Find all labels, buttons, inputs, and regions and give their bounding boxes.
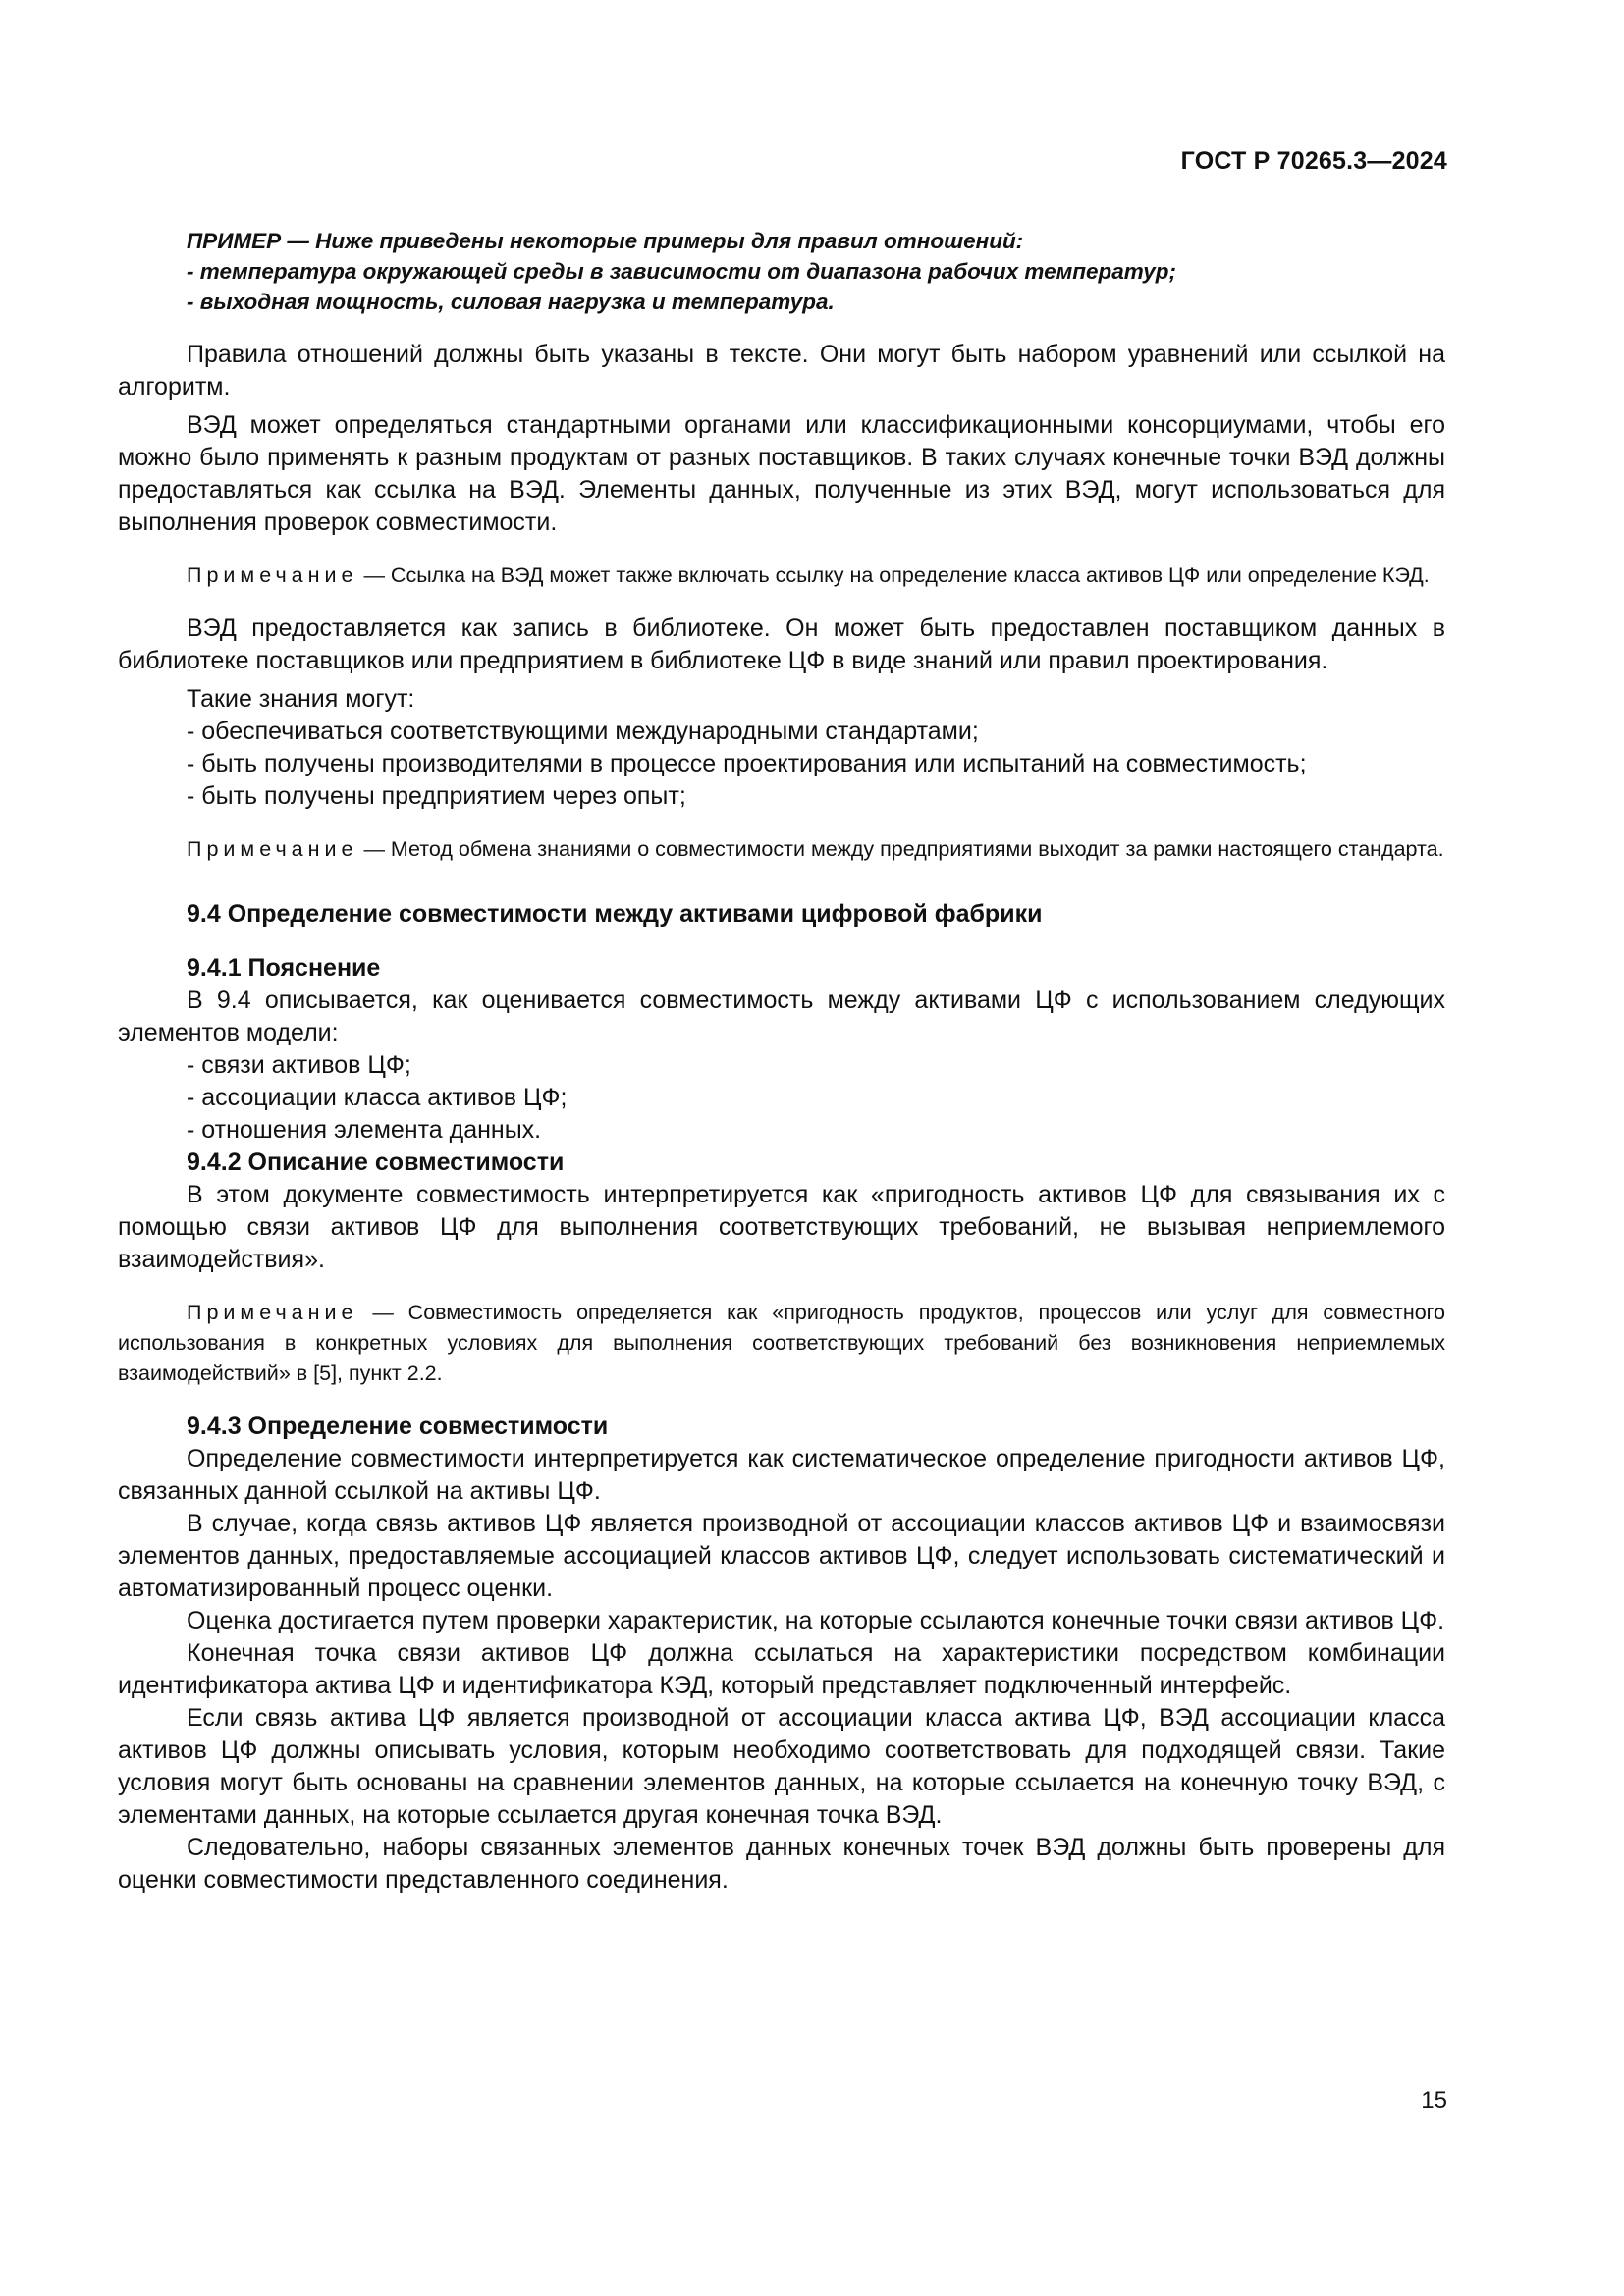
paragraph: В 9.4 описывается, как оценивается совместимость между активами ЦФ с использованием следующих элементов модели:	[118, 987, 1445, 1046]
note-label: Примечание	[187, 837, 358, 861]
section-heading: 9.4 Определение совместимости между активами цифровой фабрики	[187, 900, 1043, 928]
paragraph: ВЭД предоставляется как запись в библиотеке. Он может быть предоставлен поставщиком данных в библиотеке поставщиков или предприятием в библиотеке ЦФ в виде знаний или правил проектирования.	[118, 614, 1445, 674]
list-item: - ассоциации класса активов ЦФ;	[187, 1084, 568, 1111]
page-number: 15	[1421, 2087, 1447, 2113]
paragraph: Конечная точка связи активов ЦФ должна ссылаться на характеристики посредством комбинации идентификатора актива ЦФ и идентификатора КЭД, который представляет подключенный интерфейс.	[118, 1639, 1445, 1699]
list-item: - быть получены производителями в процессе проектирования или испытаний на совместимость;	[187, 750, 1307, 777]
paragraph: В случае, когда связь активов ЦФ является производной от ассоциации классов активов ЦФ и взаимосвязи элементов данных, предоставляемые ассоциацией классов активов ЦФ, следует использовать систематический и автоматизированный процесс оценки.	[118, 1510, 1445, 1602]
subsection-heading: 9.4.2 Описание совместимости	[187, 1148, 565, 1176]
page-content	[118, 226, 1445, 1896]
document-code-header: ГОСТ Р 70265.3—2024	[1180, 147, 1447, 175]
note	[118, 1298, 1445, 1389]
list-item: - обеспечиваться соответствующими международными стандартами;	[187, 718, 979, 745]
note-text: — Совместимость определяется как «пригодность продуктов, процессов или услуг для совместного использования в конкретных условиях для выполнения соответствующих требований без возникновения неприемлемых взаимодействий» в [5], пункт 2.2.	[118, 1301, 1445, 1385]
note	[118, 561, 1445, 591]
note-text: — Ссылка на ВЭД может также включать ссылку на определение класса активов ЦФ или определение КЭД.	[363, 563, 1430, 587]
paragraph: Такие знания могут:	[187, 685, 415, 713]
paragraph: В этом документе совместимость интерпретируется как «пригодность активов ЦФ для связывания их с помощью связи активов ЦФ для выполнения соответствующих требований, не вызывая неприемлемого взаимодействия».	[118, 1181, 1445, 1273]
paragraph: ВЭД может определяться стандартными органами или классификационными консорциумами, чтобы его можно было применять к разным продуктам от разных поставщиков. В таких случаях конечные точки ВЭД должны предоставляться как ссылка на ВЭД. Элементы данных, полученные из этих ВЭД, могут использоваться для выполнения проверок совместимости.	[118, 411, 1445, 536]
paragraph: Определение совместимости интерпретируется как систематическое определение пригодности активов ЦФ, связанных данной ссылкой на активы ЦФ.	[118, 1445, 1445, 1505]
model-elements-list	[118, 1049, 1445, 1147]
paragraph: Следовательно, наборы связанных элементов данных конечных точек ВЭД должны быть проверены для оценки совместимости представленного соединения.	[118, 1834, 1445, 1894]
example-item: - выходная мощность, силовая нагрузка и температура.	[187, 290, 835, 314]
paragraph: Оценка достигается путем проверки характеристик, на которые ссылаются конечные точки связи активов ЦФ.	[187, 1607, 1445, 1634]
subsection-heading: 9.4.3 Определение совместимости	[187, 1413, 609, 1440]
paragraph: Правила отношений должны быть указаны в тексте. Они могут быть набором уравнений или ссылкой на алгоритм.	[118, 341, 1445, 400]
example-item: - температура окружающей среды в зависимости от диапазона рабочих температур;	[187, 259, 1176, 284]
note-label: Примечание	[187, 1301, 358, 1324]
example-block	[118, 226, 1445, 317]
list-item: - отношения элемента данных.	[187, 1116, 542, 1144]
paragraph: Если связь актива ЦФ является производной от ассоциации класса актива ЦФ, ВЭД ассоциации класса активов ЦФ должны описывать условия, которым необходимо соответствовать для подходящей связи. Такие условия могут быть основаны на сравнении элементов данных, на которые ссылается на конечную точку ВЭД, с элементами данных, на которые ссылается другая конечная точка ВЭД.	[118, 1704, 1445, 1829]
example-lead: ПРИМЕР — Ниже приведены некоторые примеры для правил отношений:	[187, 229, 1024, 253]
knowledge-list	[118, 716, 1445, 813]
list-item: - быть получены предприятием через опыт;	[187, 782, 686, 810]
subsection-heading: 9.4.1 Пояснение	[187, 954, 381, 982]
list-item: - связи активов ЦФ;	[187, 1051, 411, 1079]
note-label: Примечание	[187, 563, 358, 587]
note	[118, 834, 1445, 865]
note-text: — Метод обмена знаниями о совместимости между предприятиями выходит за рамки настоящего стандарта.	[363, 837, 1444, 861]
